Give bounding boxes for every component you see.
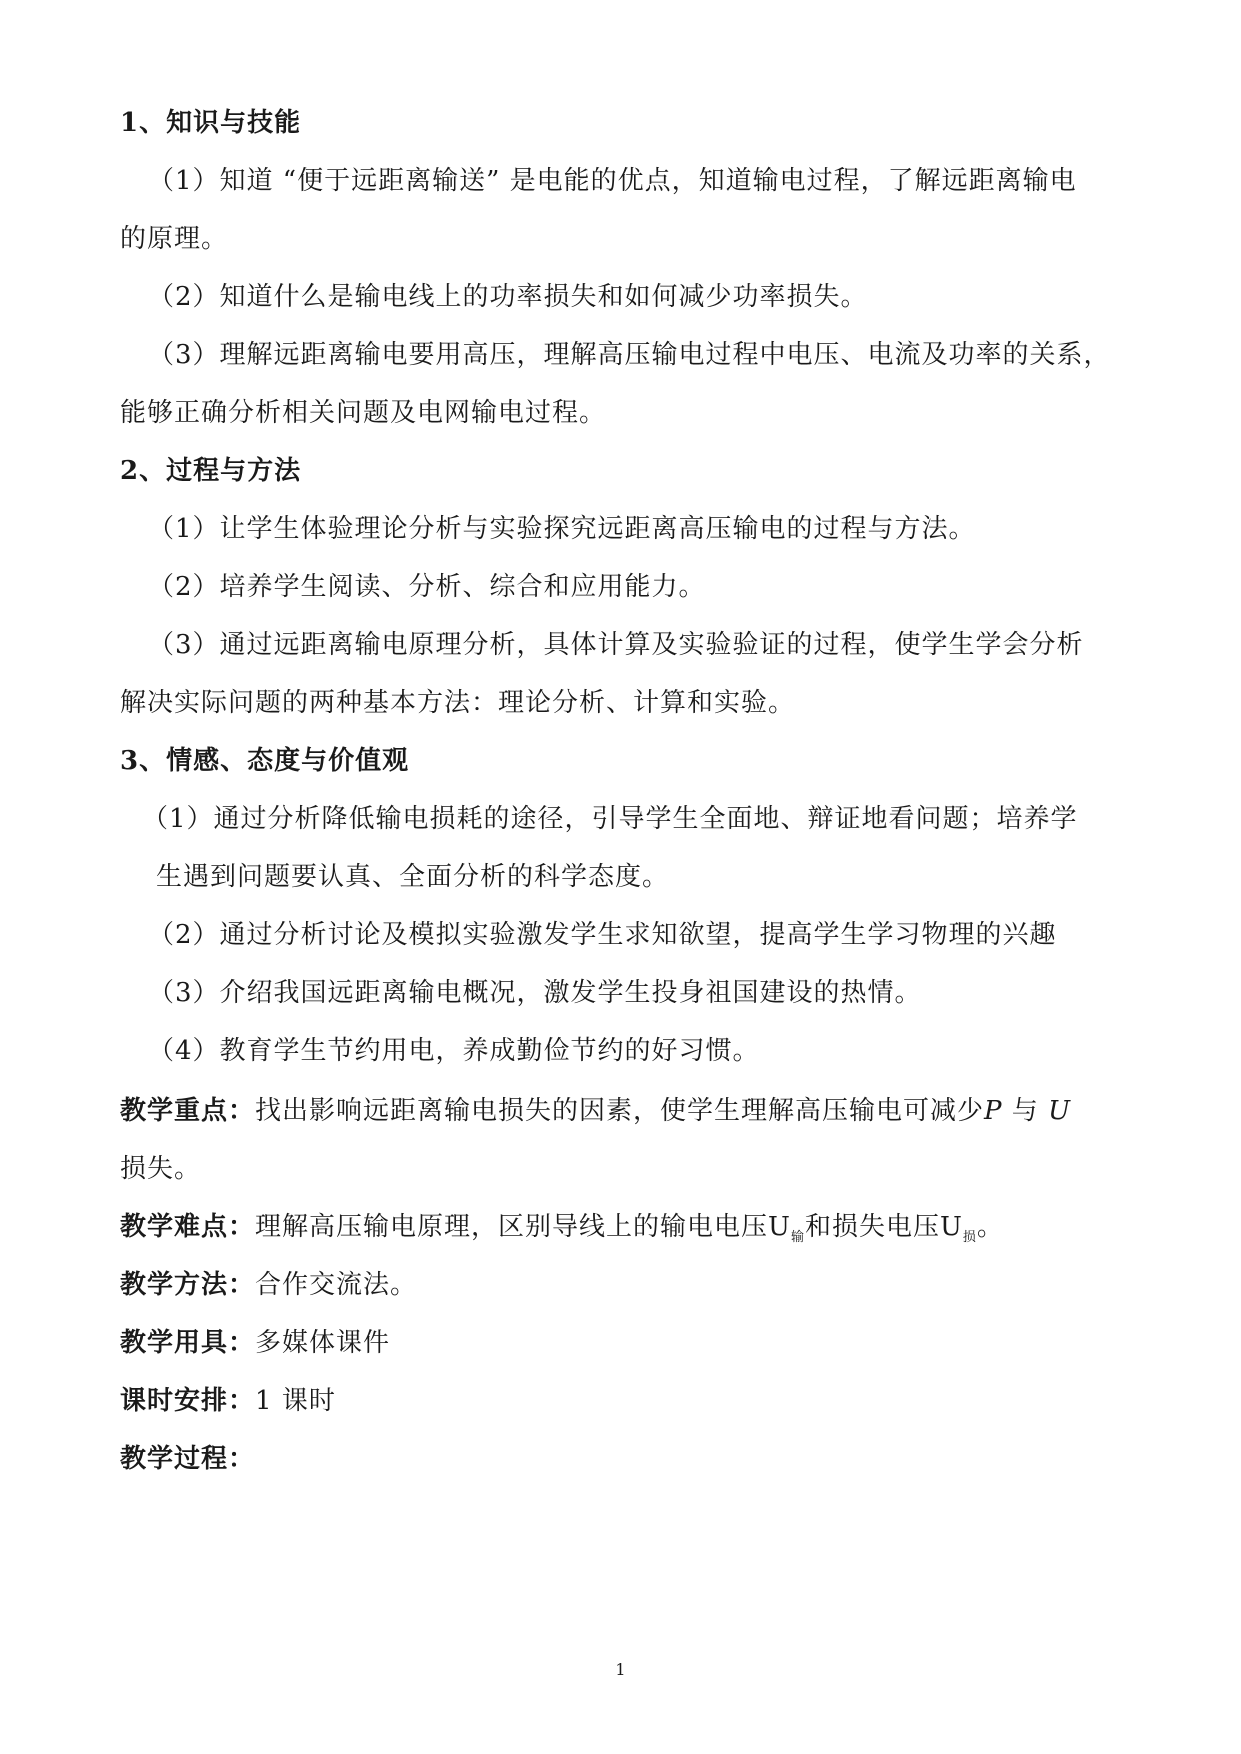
section-2-item-1: （1）让学生体验理论分析与实验探究远距离高压输电的过程与方法。 bbox=[148, 514, 976, 544]
schedule-text: 1 课时 bbox=[255, 1386, 336, 1416]
section-3-item-2: （2）通过分析讨论及模拟实验激发学生求知欲望，提高学生学习物理的兴趣 bbox=[148, 920, 1057, 950]
difficulty-line bbox=[120, 1210, 1004, 1255]
schedule-line bbox=[120, 1384, 336, 1418]
key-point-conj: 与 bbox=[1011, 1096, 1039, 1126]
section-1-item-3-line-1: （3）理解远距离输电要用高压，理解高压输电过程中电压、电流及功率的关系， bbox=[148, 340, 1111, 370]
section-1-item-2: （2）知道什么是输电线上的功率损失和如何减少功率损失。 bbox=[148, 282, 868, 312]
section-1-item-1-line-2: 的原理。 bbox=[120, 224, 229, 254]
key-point-var-p: P bbox=[984, 1096, 1003, 1126]
section-3-heading: 3、情感、态度与价值观 bbox=[120, 746, 410, 776]
key-point-var-u: U bbox=[1048, 1096, 1071, 1126]
key-point-line bbox=[120, 1094, 1071, 1128]
section-3-item-3: （3）介绍我国远距离输电概况，激发学生投身祖国建设的热情。 bbox=[148, 978, 922, 1008]
tools-label: 教学用具： bbox=[120, 1328, 256, 1358]
section-3-item-1-line-1: （1）通过分析降低输电损耗的途径，引导学生全面地、辩证地看问题；培养学 bbox=[142, 804, 1078, 834]
method-label: 教学方法： bbox=[120, 1270, 256, 1300]
section-2-heading: 2、过程与方法 bbox=[120, 456, 302, 486]
section-1-item-1-line-1: （1）知道 “便于远距离输送” 是电能的优点，知道输电过程，了解远距离输电 bbox=[148, 166, 1077, 196]
section-3-item-1-line-2: 生遇到问题要认真、全面分析的科学态度。 bbox=[156, 862, 670, 892]
section-2-item-3-line-1: （3）通过远距离输电原理分析，具体计算及实验验证的过程，使学生学会分析 bbox=[148, 630, 1084, 660]
difficulty-text-end: 。 bbox=[976, 1212, 1004, 1242]
key-point-label: 教学重点： bbox=[120, 1096, 256, 1126]
key-point-continuation: 损失。 bbox=[120, 1154, 202, 1184]
difficulty-label: 教学难点： bbox=[120, 1212, 256, 1242]
difficulty-text-b: 和损失电压U bbox=[804, 1212, 963, 1242]
section-3-item-4: （4）教育学生节约用电，养成勤俭节约的好习惯。 bbox=[148, 1036, 760, 1066]
tools-line bbox=[120, 1326, 390, 1360]
difficulty-subscript-b: 损 bbox=[962, 1230, 977, 1245]
section-2-item-2: （2）培养学生阅读、分析、综合和应用能力。 bbox=[148, 572, 706, 602]
key-point-text: 找出影响远距离输电损失的因素，使学生理解高压输电可减少 bbox=[255, 1096, 985, 1126]
method-line bbox=[120, 1268, 417, 1302]
method-text: 合作交流法。 bbox=[255, 1270, 418, 1300]
section-1-item-3-line-2: 能够正确分析相关问题及电网输电过程。 bbox=[120, 398, 607, 428]
page-number: 1 bbox=[615, 1660, 626, 1679]
schedule-label: 课时安排： bbox=[120, 1386, 256, 1416]
section-1-heading: 1、知识与技能 bbox=[120, 108, 302, 138]
difficulty-text-a: 理解高压输电原理，区别导线上的输电电压U bbox=[255, 1212, 791, 1242]
difficulty-subscript-a: 输 bbox=[790, 1230, 805, 1245]
tools-text: 多媒体课件 bbox=[255, 1328, 391, 1358]
section-2-item-3-line-2: 解决实际问题的两种基本方法：理论分析、计算和实验。 bbox=[120, 688, 796, 718]
process-label: 教学过程： bbox=[120, 1444, 256, 1474]
